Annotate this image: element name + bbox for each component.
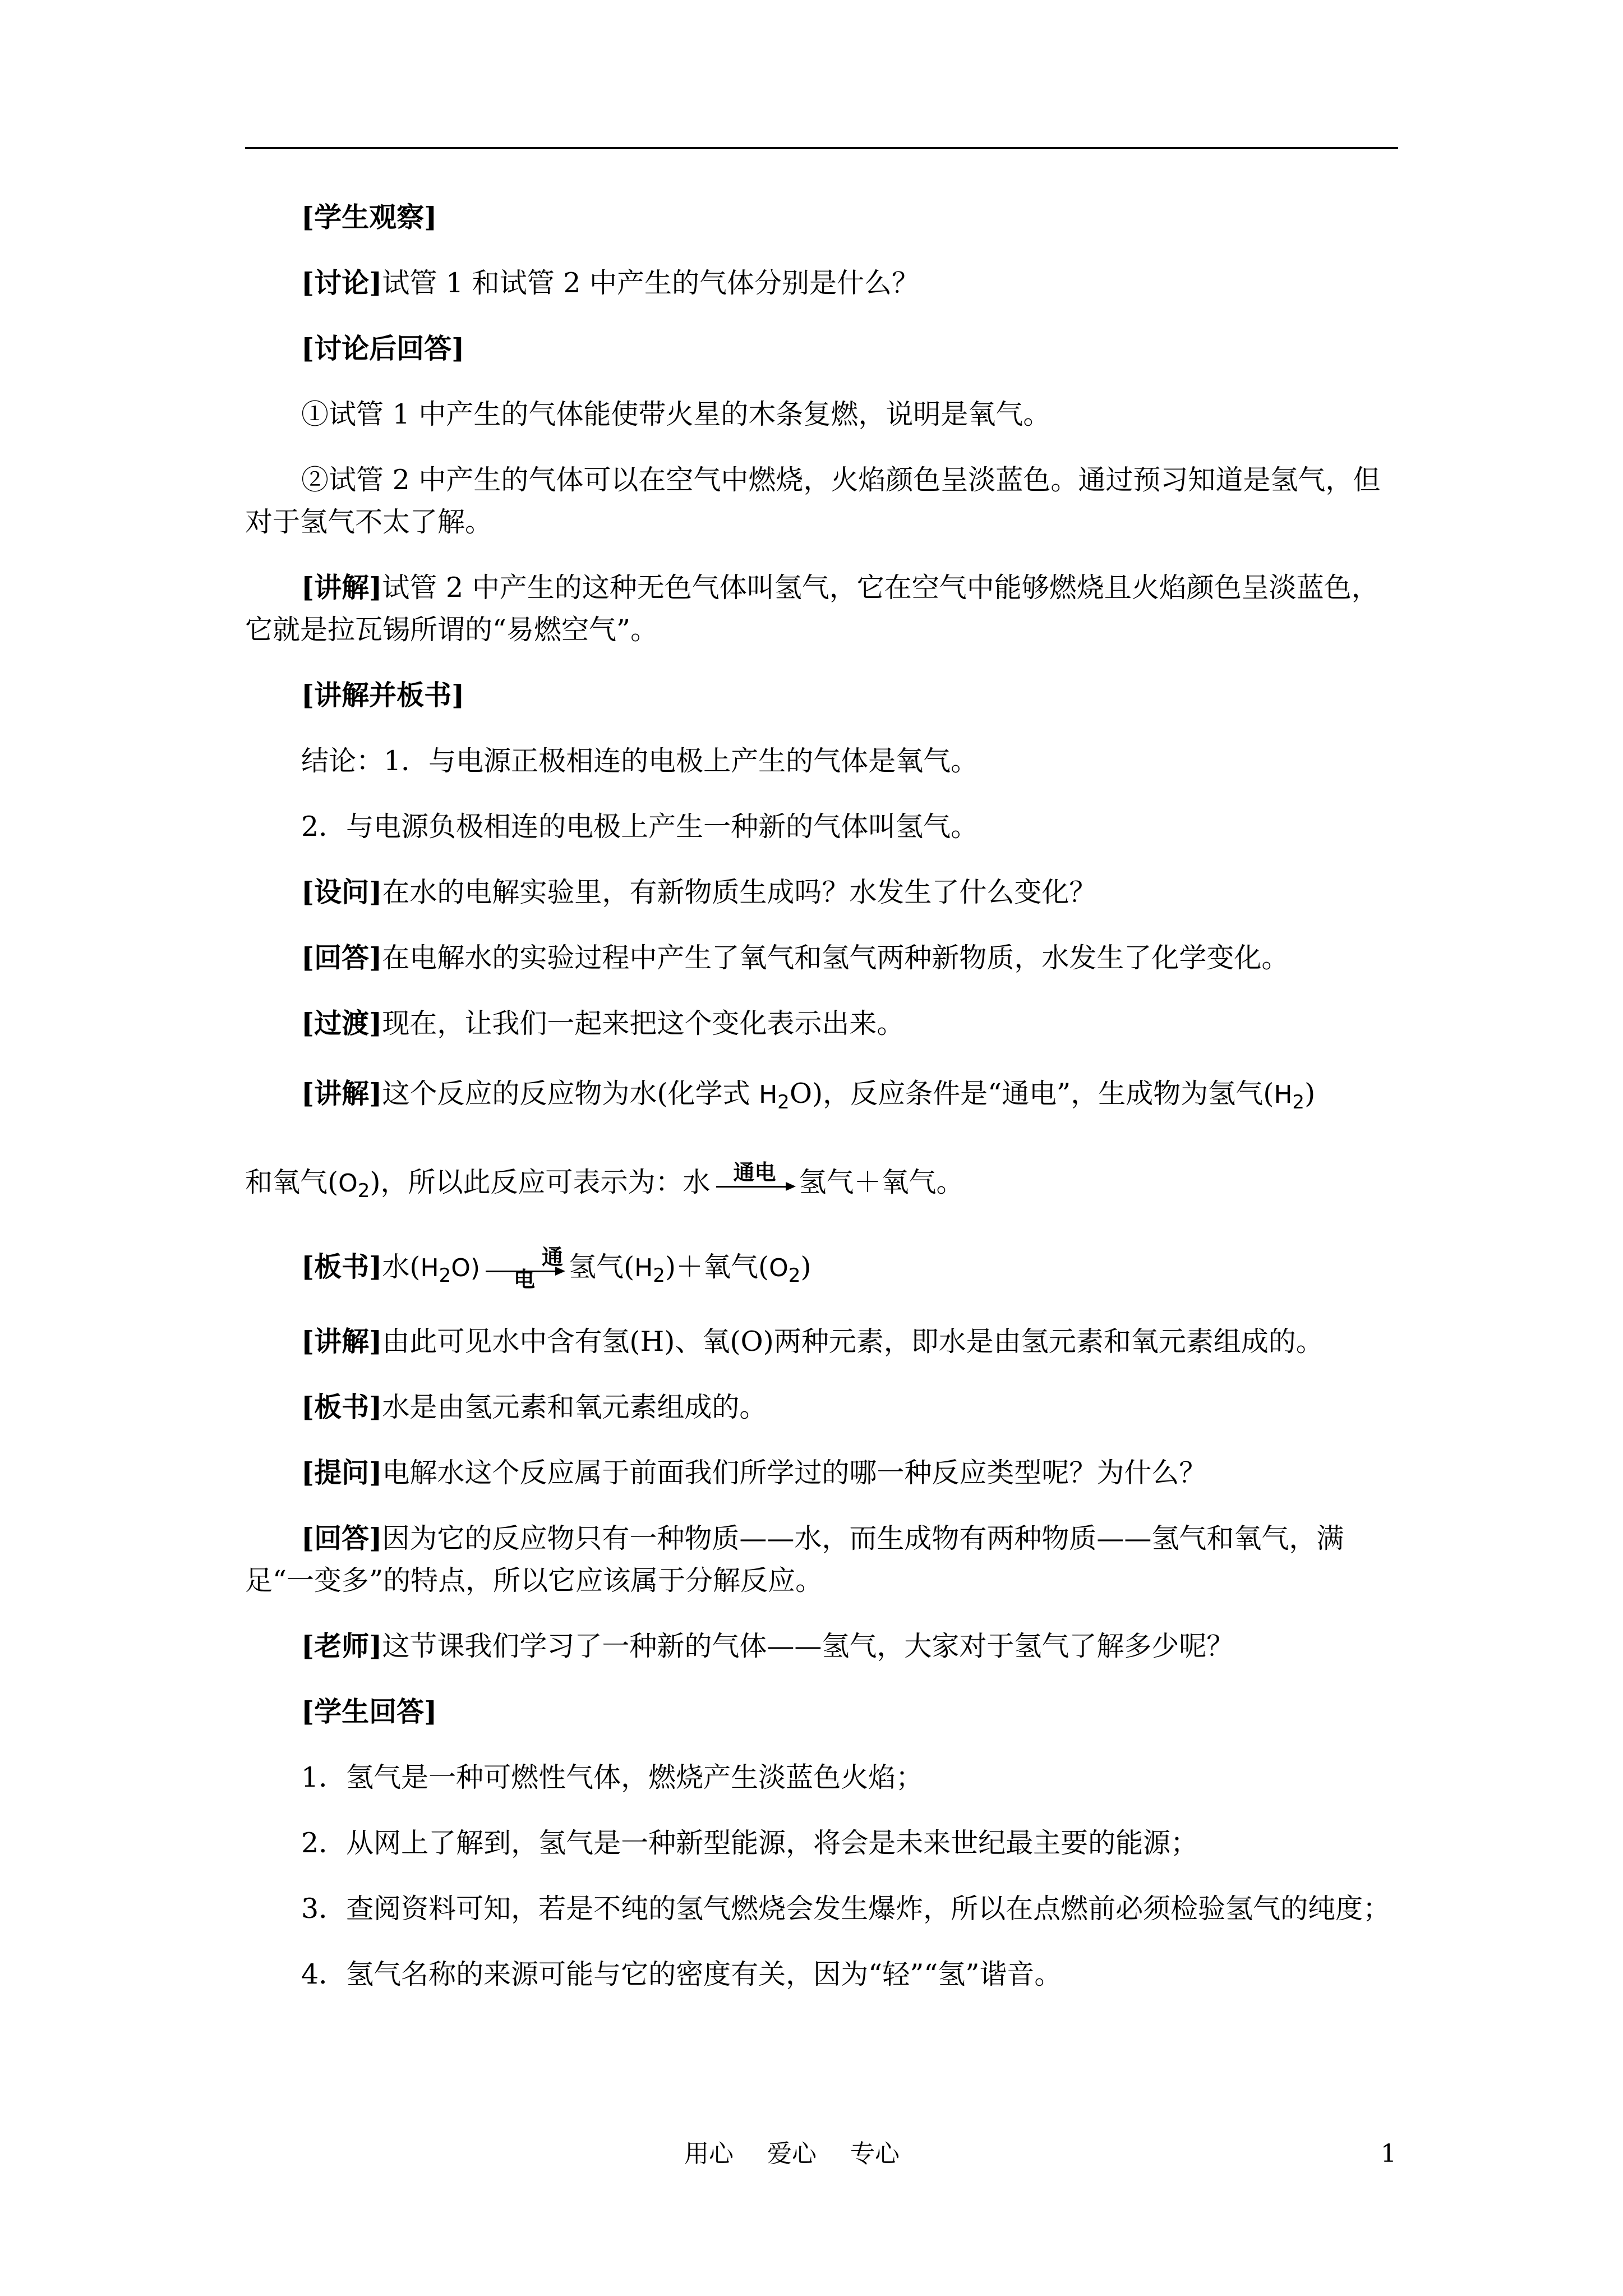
paragraph: ①试管 1 中产生的气体能使带火星的木条复燃，说明是氧气。 bbox=[301, 398, 1051, 430]
paragraph: [讨论]试管 1 和试管 2 中产生的气体分别是什么？ bbox=[301, 266, 920, 299]
formula-water: $H_2$ bbox=[759, 1080, 790, 1114]
paragraph: 3．查阅资料可知，若是不纯的氢气燃烧会发生爆炸，所以在点燃前必须检验氢气的纯度； bbox=[301, 1893, 1391, 1925]
paragraph: [回答]因为它的反应物只有一种物质——水，而生成物有两种物质——氢气和氧气，满足“一变多”的特点，所以它应该属于分解反应。 bbox=[245, 1522, 1344, 1596]
formula-oxygen: $O_2$ bbox=[338, 1169, 370, 1202]
paragraph: ②试管 2 中产生的气体可以在空气中燃烧，火焰颜色呈淡蓝色。通过预习知道是氢气，但对于氢气不太了解。 bbox=[245, 464, 1381, 538]
paragraph: 2．与电源负极相连的电极上产生一种新的气体叫氢气。 bbox=[301, 811, 979, 843]
paragraph: [讲解]试管 2 中产生的这种无色气体叫氢气，它在空气中能够燃烧且火焰颜色呈淡蓝色，它就是拉瓦锡所谓的“易燃空气”。 bbox=[245, 571, 1379, 646]
formula-hydrogen: $H_2$ bbox=[634, 1254, 665, 1287]
formula-hydrogen: $H_2$ bbox=[1274, 1080, 1305, 1114]
paragraph: [板书]水是由氢元素和氧元素组成的。 bbox=[301, 1391, 767, 1423]
paragraph: [讲解]由此可见水中含有氢(H)、氧(O)两种元素，即水是由氢元素和氧元素组成的。 bbox=[301, 1325, 1324, 1358]
paragraph: [学生观察] bbox=[301, 201, 437, 233]
paragraph: 结论：1．与电源正极相连的电极上产生的气体是氧气。 bbox=[301, 745, 979, 777]
paragraph: 1．氢气是一种可燃性气体，燃烧产生淡蓝色火焰； bbox=[301, 1761, 924, 1793]
reaction-arrow: 通电 bbox=[713, 1161, 797, 1203]
paragraph: 4．氢气名称的来源可能与它的密度有关，因为“轻”“氢”谐音。 bbox=[301, 1958, 1062, 1990]
paragraph: [回答]在电解水的实验过程中产生了氧气和氢气两种新物质，水发生了化学变化。 bbox=[301, 941, 1289, 974]
paragraph: [讲解并板书] bbox=[301, 679, 465, 711]
page-number: 1 bbox=[1381, 2139, 1396, 2168]
formula-water: $H_2$ bbox=[420, 1254, 451, 1287]
paragraph: [过渡]现在，让我们一起来把这个变化表示出来。 bbox=[301, 1007, 905, 1039]
paragraph: [提问]电解水这个反应属于前面我们所学过的哪一种反应类型呢？为什么？ bbox=[301, 1456, 1207, 1489]
paragraph: [讨论后回答] bbox=[301, 332, 465, 365]
reaction-arrow: 通电 bbox=[482, 1246, 566, 1288]
paragraph-reaction-explain: [讲解]这个反应的反应物为水(化学式 $H_2O$)，反应条件是“通电”，生成物为氢气$(H_2)$ bbox=[301, 1077, 1316, 1114]
paragraph: [学生回答] bbox=[301, 1695, 437, 1728]
header-rule bbox=[245, 147, 1398, 149]
board-equation: [板书]水$(H_2O)$ 通电 氢气$(H_2)+$氧气$(O_2)$ bbox=[301, 1245, 811, 1292]
footer-motto: 用心 爱心 专心 bbox=[684, 2139, 900, 2168]
paragraph-reaction-explain-cont: 和氧气$(O_2)$，所以此反应可表示为：水 通电 氢气＋氧气。 bbox=[245, 1160, 964, 1202]
document-body bbox=[245, 196, 1400, 1995]
paragraph: [老师]这节课我们学习了一种新的气体——氢气，大家对于氢气了解多少呢？ bbox=[301, 1630, 1234, 1662]
paragraph: 2．从网上了解到，氢气是一种新型能源，将会是未来世纪最主要的能源； bbox=[301, 1827, 1198, 1859]
paragraph: [设问]在水的电解实验里，有新物质生成吗？水发生了什么变化？ bbox=[301, 876, 1097, 908]
formula-oxygen: $O_2$ bbox=[769, 1254, 801, 1287]
